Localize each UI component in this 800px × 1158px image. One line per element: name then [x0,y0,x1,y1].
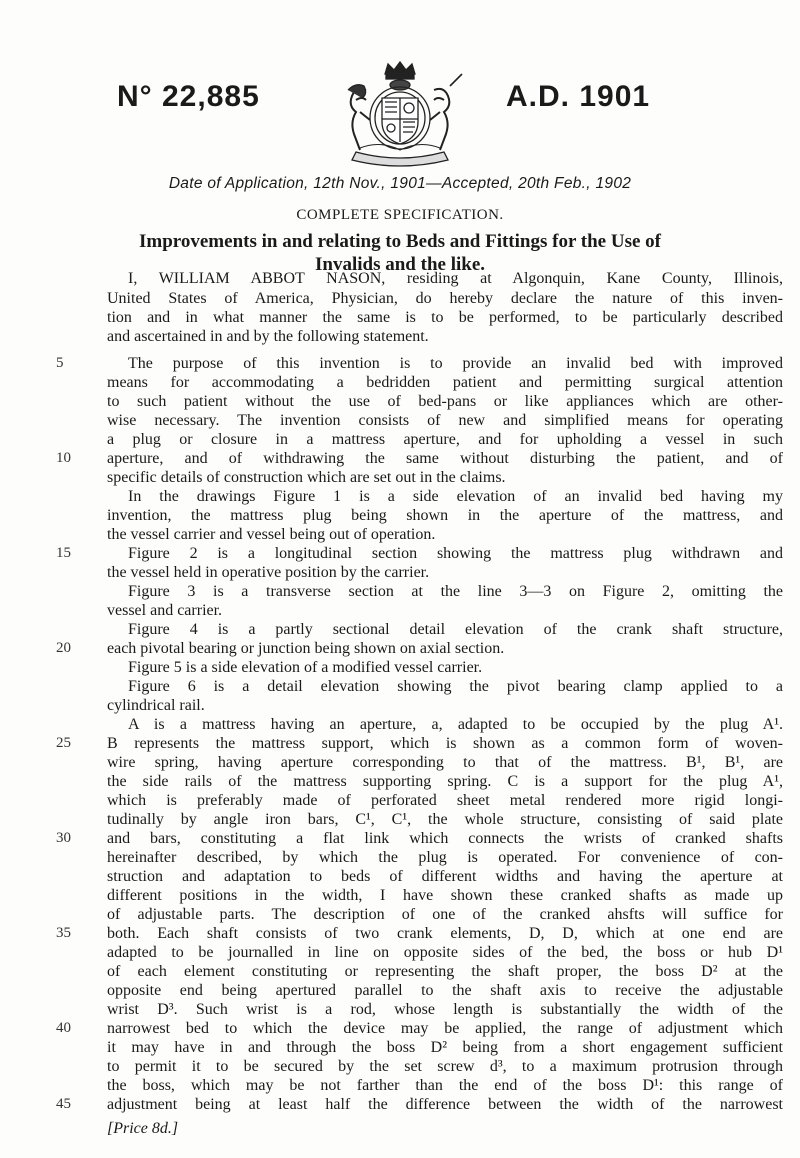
text-line: the side rails of the mattress supporting spring. C is a support for the plug A¹, [107,773,783,790]
patent-number: N° 22,885 [117,80,260,113]
text-line: to such patient without the use of bed-pans or like appliances which are other- [107,393,783,410]
text-line: cylindrical rail. [107,697,205,714]
line-number: 35 [56,925,71,941]
text-line: it may have in and through the boss D² being from a short engagement sufficient [107,1039,783,1056]
text-line: the boss, which may be not farther than the end of the boss D¹: this range of [107,1077,783,1094]
text-line: B represents the mattress support, which is shown as a common form of woven- [107,735,783,752]
text-line: the vessel carrier and vessel being out of operation. [107,526,436,543]
text-line: In the drawings Figure 1 is a side elevation of an invalid bed having my [128,488,783,505]
line-number: 25 [56,735,71,751]
text-line: vessel and carrier. [107,602,223,619]
line-number: 5 [56,355,64,371]
text-line: United States of America, Physician, do hereby declare the nature of this inven- [107,290,783,307]
text-line: tudinally by angle iron bars, C¹, C¹, the whole structure, consisting of said plate [107,811,783,828]
line-number: 10 [56,450,71,466]
text-line: adjustment being at least half the difference between the width of the narrowest [107,1096,783,1113]
line-number: 40 [56,1020,71,1036]
text-line: wrist D³. Such wrist is a rod, whose length is substantially the width of the [107,1001,783,1018]
text-line: Figure 3 is a transverse section at the line 3—3 on Figure 2, omitting the [128,583,783,600]
text-line: Figure 5 is a side elevation of a modified vessel carrier. [128,659,483,676]
text-line: The purpose of this invention is to provide an invalid bed with improved [128,355,783,372]
text-line: I, WILLIAM ABBOT NASON, residing at Algonquin, Kane County, Illinois, [128,270,783,287]
text-line: which is preferably made of perforated sheet metal rendered more rigid longi- [107,792,783,809]
text-line: Figure 2 is a longitudinal section showing the mattress plug withdrawn and [128,545,783,562]
text-line: invention, the mattress plug being shown in the aperture of the mattress, and [107,507,783,524]
text-line: each pivotal bearing or junction being shown on axial section. [107,640,505,657]
text-line: to permit it to be secured by the set screw d³, to a maximum protrusion through [107,1058,783,1075]
line-number: 15 [56,545,71,561]
line-number: 20 [56,640,71,656]
text-line: wise necessary. The invention consists of new and simplified means for operating [107,412,783,429]
year: A.D. 1901 [506,80,651,113]
text-line: Figure 4 is a partly sectional detail elevation of the crank shaft structure, [128,621,783,638]
text-line: specific details of construction which are set out in the claims. [107,469,506,486]
text-line: means for accommodating a bedridden patient and permitting surgical attention [107,374,783,391]
line-number: 45 [56,1096,71,1112]
text-line: narrowest bed to which the device may be applied, the range of adjustment which [107,1020,783,1037]
text-line: Figure 6 is a detail elevation showing the pivot bearing clamp applied to a [128,678,783,695]
text-line: A is a mattress having an aperture, a, adapted to be occupied by the plug A¹. [128,716,783,733]
text-line: wire spring, having aperture corresponding to that of the mattress. B¹, B¹, are [107,754,783,771]
text-line: a plug or closure in a mattress aperture, and for upholding a vessel in such [107,431,783,448]
text-line: different positions in the width, I have shown these cranked shafts as made up [107,887,783,904]
text-line: tion and in what manner the same is to be performed, to be particularly described [107,309,783,326]
royal-coat-of-arms-icon [300,60,500,168]
text-line: opposite end being apertured parallel to the shaft axis to receive the adjustable [107,982,783,999]
text-line: adapted to be journalled in line on opposite sides of the bed, the boss or hub D¹ [107,944,783,961]
patent-title: Improvements in and relating to Beds and Fittings for the Use of Invalids and the like. [139,231,661,275]
text-line: hereinafter described, by which the plug is operated. For convenience of con- [107,849,783,866]
text-line: both. Each shaft consists of two crank elements, D, D, which at one end are [107,925,783,942]
specification-heading: COMPLETE SPECIFICATION. [296,207,504,223]
text-line: aperture, and of withdrawing the same without disturbing the patient, and of [107,450,783,467]
text-line: and ascertained in and by the following statement. [107,328,429,345]
price: [Price 8d.] [107,1120,179,1137]
text-line: and bars, constituting a flat link which connects the wrists of cranked shafts [107,830,783,847]
text-line: the vessel held in operative position by the carrier. [107,564,430,581]
application-dates: Date of Application, 12th Nov., 1901—Accepted, 20th Feb., 1902 [168,175,632,192]
line-number: 30 [56,830,71,846]
text-line: of each element constituting or representing the shaft proper, the boss D² at the [107,963,783,980]
text-line: struction and adaptation to beds of different widths and having the aperture at [107,868,783,885]
text-line: of adjustable parts. The description of one of the cranked ahsfts will suffice for [107,906,783,923]
